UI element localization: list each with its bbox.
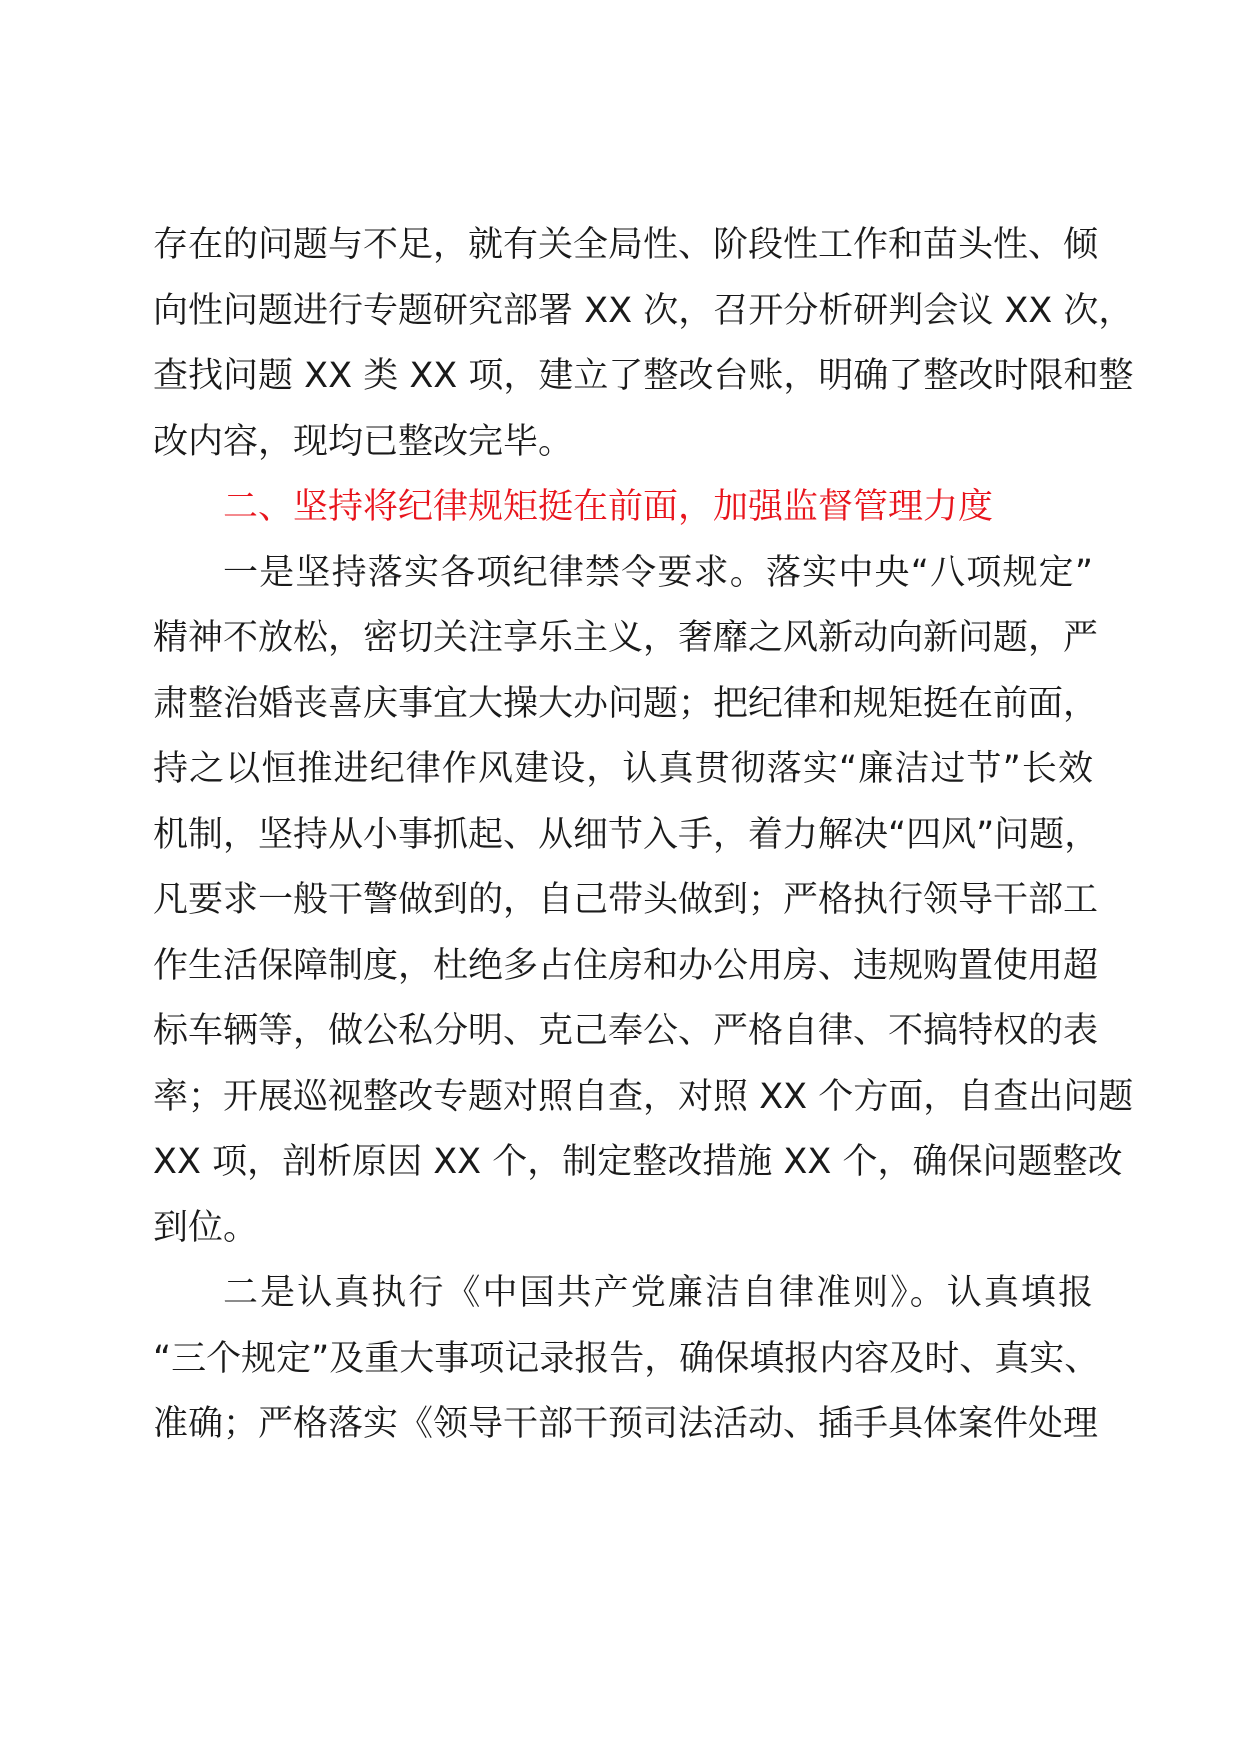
text-line: “三个规定”及重大事项记录报告，确保填报内容及时、真实、: [153, 1338, 1100, 1379]
section-heading: 二、坚持将纪律规矩挺在前面，加强监督管理力度: [223, 487, 994, 527]
text-line: 机制，坚持从小事抓起、从细节入手，着力解决“四风”问题，: [153, 814, 1100, 855]
text-line: 改内容，现均已整改完毕。: [153, 421, 574, 462]
text-line: 二是认真执行《中国共产党廉洁自律准则》。认真填报: [223, 1273, 1093, 1313]
document-body: [153, 213, 1134, 1458]
text-line: 一是坚持落实各项纪律禁令要求。落实中央“八项规定”: [223, 552, 1093, 593]
text-line: 向性问题进行专题研究部署 XX 次，召开分析研判会议 XX 次，: [153, 290, 1134, 331]
text-line: 凡要求一般干警做到的，自己带头做到；严格执行领导干部工: [153, 880, 1099, 920]
text-line: 查找问题 XX 类 XX 项，建立了整改台账，明确了整改时限和整: [153, 356, 1134, 396]
text-line: 精神不放松，密切关注享乐主义，奢靡之风新动向新问题，严: [153, 618, 1099, 658]
text-line: 存在的问题与不足，就有关全局性、阶段性工作和苗头性、倾: [153, 225, 1099, 265]
text-line: XX 项，剖析原因 XX 个，制定整改措施 XX 个，确保问题整改: [153, 1142, 1123, 1182]
text-line: 肃整治婚丧喜庆事宜大操大办问题；把纪律和规矩挺在前面，: [153, 683, 1099, 724]
paragraph-discipline: [153, 541, 1134, 1262]
paragraph-integrity: [153, 1261, 1100, 1458]
paragraph-continued: [153, 213, 1134, 475]
text-line: 持之以恒推进纪律作风建设，认真贯彻落实“廉洁过节”长效: [153, 749, 1093, 789]
text-line: 作生活保障制度，杜绝多占住房和办公用房、违规购置使用超: [153, 945, 1099, 986]
text-line: 标车辆等，做公私分明、克己奉公、严格自律、不搞特权的表: [153, 1011, 1099, 1051]
text-line: 到位。: [153, 1207, 259, 1248]
text-line: 准确；严格落实《领导干部干预司法活动、插手具体案件处理: [153, 1404, 1099, 1444]
text-line: 率；开展巡视整改专题对照自查，对照 XX 个方面，自查出问题: [153, 1076, 1134, 1117]
